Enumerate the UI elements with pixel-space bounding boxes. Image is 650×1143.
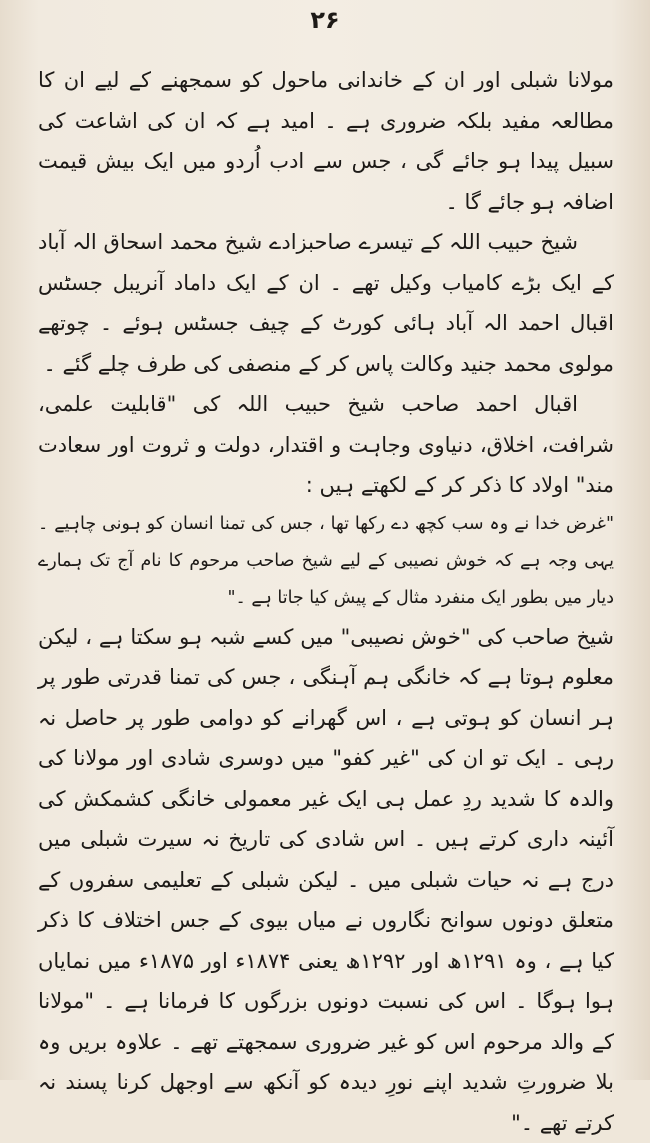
paragraph-3: اقبال احمد صاحب شیخ حبیب اللہ کی "قابلیت علمی، شرافت، اخلاق، دنیاوی وجاہت و اقتدار، دولت و ثروت اور سعادت مند" اولاد کا ذکر کر کے لکھتے ہیں : <box>38 384 614 506</box>
paragraph-2: شیخ حبیب اللہ کے تیسرے صاحبزادے شیخ محمد اسحاق الہ آباد کے ایک بڑے کامیاب وکیل تھے ۔ ان کے ایک داماد آنریبل جسٹس اقبال احمد الہ آباد ہائی کورٹ کے چیف جسٹس ہوئے ۔ چوتھے مولوی محمد جنید وکالت پاس کر کے منصفی کی طرف چلے گئے ۔ <box>38 222 614 384</box>
paragraph-4: شیخ صاحب کی "خوش نصیبی" میں کسے شبہ ہو سکتا ہے ، لیکن معلوم ہوتا ہے کہ خانگی ہم آہنگی ، جس کی تمنا قدرتی طور پر ہر انسان کو ہوتی ہے ، اس گھرانے کو دوامی طور پر حاصل نہ رہی ۔ ایک تو ان کی "غیر کفو" میں دوسری شادی اور مولانا کی والدہ کا شدید ردِ عمل ہی ایک غیر معمولی خانگی کشمکش کی آئینہ داری کرتے ہیں ۔ اس شادی کی تاریخ نہ سیرت شبلی میں درج ہے نہ حیات شبلی میں ۔ لیکن شبلی کے تعلیمی سفروں کے متعلق دونوں سوانح نگاروں نے میاں بیوی کے جس اختلاف کا ذکر کیا ہے ، وہ ۱۲۹۱ھ اور ۱۲۹۲ھ یعنی ۱۸۷۴ء اور ۱۸۷۵ء میں نمایاں ہوا ہوگا ۔ اس کی نسبت دونوں بزرگوں کا فرمانا ہے ۔ "مولانا کے والد مرحوم اس کو غیر ضروری سمجھتے تھے ۔ علاوہ بریں وہ بلا ضرورتِ شدید اپنے نورِ دیدہ کو آنکھ سے اوجھل کرنا پسند نہ کرتے تھے ۔" <box>38 617 614 1143</box>
page-number: ۲۶ <box>0 6 650 34</box>
page-body <box>38 60 614 1143</box>
paragraph-1: مولانا شبلی اور ان کے خاندانی ماحول کو سمجھنے کے لیے ان کا مطالعہ مفید بلکہ ضروری ہے ۔ امید ہے کہ ان کی اشاعت کی سبیل پیدا ہو جائے گی ، جس سے ادب اُردو میں ایک بیش قیمت اضافہ ہو جائے گا ۔ <box>38 60 614 222</box>
block-quote: "غرض خدا نے وہ سب کچھ دے رکھا تھا ، جس کی تمنا انسان کو ہونی چاہیے ۔ یہی وجہ ہے کہ خوش نصیبی کے لیے شیخ صاحب مرحوم کا نام آج تک ہمارے دیار میں بطور ایک منفرد مثال کے پیش کیا جاتا ہے ۔" <box>38 506 614 617</box>
